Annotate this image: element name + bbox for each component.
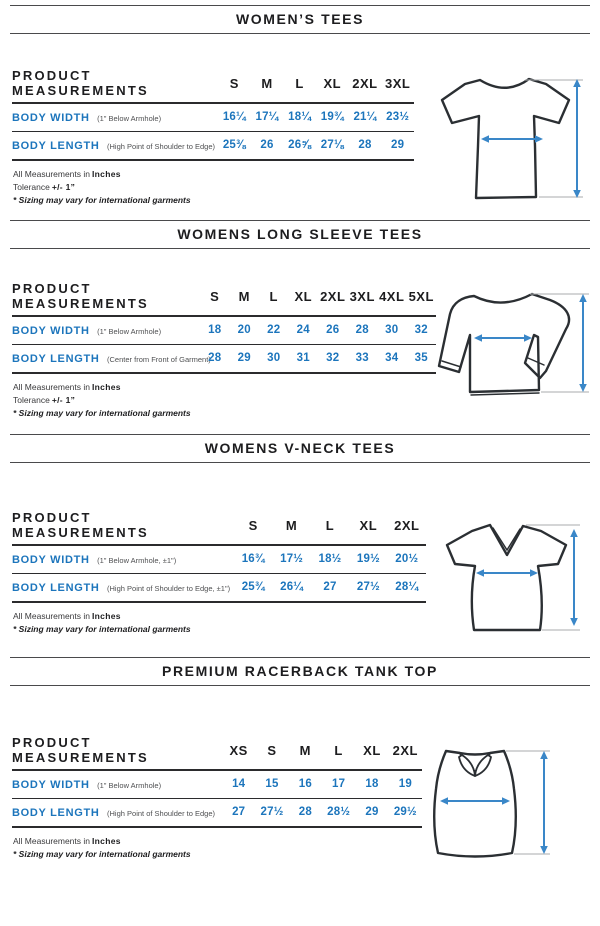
measurements-table [12,279,436,374]
size-column-header: XL [355,733,388,770]
size-column-header: M [289,733,322,770]
notes [13,835,422,861]
sizing-note: * Sizing may vary for international garments [13,624,191,634]
measurement-value: 35 [407,345,437,374]
measurement-value: 25¾ [234,574,272,603]
body-length-row [12,574,426,603]
size-column-header: XL [349,508,387,545]
tolerance-note: Tolerance +/- 1” [13,395,76,405]
size-column-header: XL [289,279,319,316]
measurement-value: 29 [355,799,388,828]
size-column-header: S [218,66,251,103]
product-measurements-header: PRODUCT MEASUREMENTS [12,66,218,103]
table-header-row [12,733,422,770]
section-body [0,733,600,893]
body-length-arrow [540,751,548,854]
size-column-header: L [311,508,349,545]
measurement-value: 28¼ [388,574,426,603]
measurement-value: 18 [355,770,388,799]
body-length-sublabel: (High Point of Shoulder to Edge) [107,809,215,818]
body-length-label: BODY LENGTH [12,353,100,365]
measurement-value: 20½ [388,545,426,574]
measurement-value: 15 [255,770,288,799]
measurement-value: 23½ [381,103,414,132]
hem-line [471,393,539,395]
measurements-table [12,66,414,161]
measurement-value: 26⅝ [283,132,316,161]
short-sleeve-tee-illustration [425,73,588,215]
measurement-value: 16¼ [218,103,251,132]
measurement-value: 16 [289,770,322,799]
sizing-note: * Sizing may vary for international garments [13,195,191,205]
measurement-value: 19¾ [316,103,349,132]
body-width-label: BODY WIDTH [12,779,90,791]
size-column-header: L [322,733,355,770]
body-length-arrow [579,294,587,392]
body-width-label: BODY WIDTH [12,554,90,566]
table-header-row [12,508,426,545]
body-width-sublabel: (1" Below Armhole, ±1") [97,556,177,565]
body-width-sublabel: (1" Below Armhole) [97,327,162,336]
size-column-header: L [259,279,289,316]
section-body [0,279,600,434]
size-column-header: S [234,508,272,545]
measurements-note: All Measurements in Inches [13,169,121,179]
measurements-table [12,508,426,603]
long-sleeve-tee-illustration [422,286,595,408]
notes [13,610,426,636]
body-width-row [12,103,414,132]
measurements-note: All Measurements in Inches [13,382,121,392]
table-header-row [12,279,436,316]
notes [13,168,414,207]
size-column-header: 3XL [348,279,378,316]
body-width-row [12,316,436,345]
measurement-value: 29 [230,345,260,374]
body-length-row [12,132,414,161]
measurement-value: 27 [222,799,255,828]
section-title: WOMENS LONG SLEEVE TEES [177,226,423,242]
measurement-value: 18½ [311,545,349,574]
measurement-value: 14 [222,770,255,799]
section-womens-v-neck-tees [0,434,600,657]
measurement-value: 29 [381,132,414,161]
measurements-table [12,733,422,828]
measurement-value: 17½ [272,545,310,574]
product-measurements-header: PRODUCT MEASUREMENTS [12,279,200,316]
measurement-value: 25⅜ [218,132,251,161]
measurement-value: 33 [348,345,378,374]
measurement-value: 27½ [349,574,387,603]
body-length-label: BODY LENGTH [12,140,100,152]
sizing-note: * Sizing may vary for international garments [13,849,191,859]
size-column-header: 5XL [407,279,437,316]
body-length-label: BODY LENGTH [12,582,100,594]
measurement-value: 17¼ [251,103,284,132]
tolerance-note: Tolerance +/- 1” [13,182,76,192]
measurement-value: 26¼ [272,574,310,603]
body-length-sublabel: (Center from Front of Garment) [107,355,211,364]
body-length-row [12,345,436,374]
size-column-header: XL [316,66,349,103]
section-title: WOMENS V-NECK TEES [204,440,396,456]
measurement-value: 19 [389,770,422,799]
measurement-value: 22 [259,316,289,345]
measurement-value: 28 [348,316,378,345]
measurement-value: 26 [318,316,348,345]
measurement-value: 18¼ [283,103,316,132]
product-measurements-header: PRODUCT MEASUREMENTS [12,508,234,545]
body-length-sublabel: (High Point of Shoulder to Edge, ±1") [107,584,231,593]
measurement-value: 20 [230,316,260,345]
measurement-value: 28 [289,799,322,828]
measurement-value: 29½ [389,799,422,828]
v-neck-tee-illustration [430,510,585,632]
body-length-arrow [570,529,578,626]
measurement-value: 32 [407,316,437,345]
section-header [10,220,590,249]
measurement-value: 27⅛ [316,132,349,161]
measurement-value: 26 [251,132,284,161]
size-column-header: 2XL [318,279,348,316]
measurement-value: 16¾ [234,545,272,574]
section-womens-long-sleeve-tees [0,220,600,434]
section-body [0,508,600,657]
measurement-value: 31 [289,345,319,374]
measurement-value: 21¼ [349,103,382,132]
size-column-header: 4XL [377,279,407,316]
measurement-value: 24 [289,316,319,345]
sizing-note: * Sizing may vary for international garments [13,408,191,418]
size-column-header: 2XL [388,508,426,545]
measurement-value: 28 [200,345,230,374]
size-column-header: M [230,279,260,316]
v-neck-tee-outline [447,525,566,630]
measurement-value: 32 [318,345,348,374]
body-length-row [12,799,422,828]
product-measurements-header: PRODUCT MEASUREMENTS [12,733,222,770]
table-header-row [12,66,414,103]
size-column-header: 3XL [381,66,414,103]
notes [13,381,436,420]
size-column-header: S [255,733,288,770]
section-womens-tees [0,5,600,220]
body-length-sublabel: (High Point of Shoulder to Edge) [107,142,215,151]
size-column-header: XS [222,733,255,770]
section-title: WOMEN’S TEES [235,11,365,27]
measurement-value: 34 [377,345,407,374]
body-width-label: BODY WIDTH [12,112,90,124]
measurement-value: 30 [259,345,289,374]
size-column-header: M [251,66,284,103]
body-width-row [12,770,422,799]
size-column-header: 2XL [349,66,382,103]
body-length-arrow [573,79,581,198]
measurements-note: All Measurements in Inches [13,611,121,621]
measurement-value: 28 [349,132,382,161]
measurement-value: 27½ [255,799,288,828]
body-width-sublabel: (1" Below Armhole) [97,781,162,790]
body-width-sublabel: (1" Below Armhole) [97,114,162,123]
section-premium-racerback-tank-top [0,657,600,893]
size-column-header: M [272,508,310,545]
racerback-tank-illustration [432,743,558,860]
measurements-note: All Measurements in Inches [13,836,121,846]
size-column-header: S [200,279,230,316]
measurement-value: 18 [200,316,230,345]
body-length-label: BODY LENGTH [12,807,100,819]
section-header [10,5,590,34]
body-width-row [12,545,426,574]
measurement-value: 28½ [322,799,355,828]
section-title: PREMIUM RACERBACK TANK TOP [162,663,438,679]
long-sleeve-tee-outline [439,294,569,392]
measurement-value: 27 [311,574,349,603]
section-body [0,66,600,220]
size-column-header: 2XL [389,733,422,770]
measurement-value: 30 [377,316,407,345]
measurement-value: 19½ [349,545,387,574]
size-column-header: L [283,66,316,103]
section-header [10,657,590,686]
section-header [10,434,590,463]
measurement-value: 17 [322,770,355,799]
body-width-label: BODY WIDTH [12,325,90,337]
